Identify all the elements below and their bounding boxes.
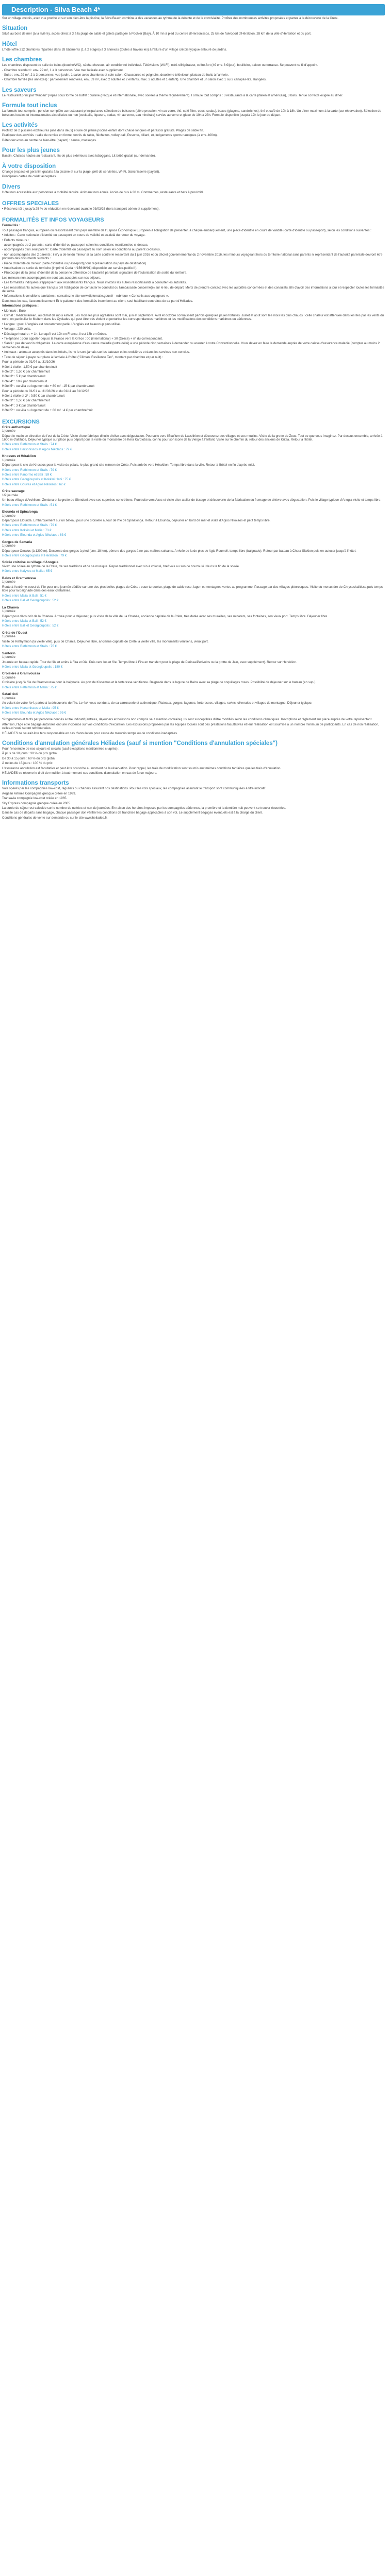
excursion-title: Santorin [2,651,15,655]
info-paragraph: • Animaux : animaux acceptés dans les hôtels, ils ne le sont jamais sur les bateaux et les croisières et dans les services non conclus. [2,350,190,354]
excursion-duration: 1 journée [2,458,15,462]
section-text: Principales cartes de crédit acceptées. [2,175,57,179]
intro-text: Sur un village crétois, avec vue proche et sur son bien-être la piscine, la Silva Beach combine à des vacances au rythme de la détente et de la convivialité. Profitez des nombreuses activités proposées et partez à la découverte de la Crète. [2,16,339,20]
conditions-text [2,747,385,775]
excursion-price: Hôtels entre Rethimnon et Stalis : 74 € [2,443,57,447]
section-text: Change (espace et geranim gratuits à la piscine et sur la plage, prêt de serviettes, Wi-Fi, blanchisserie (payant). [2,170,160,174]
excursion-price: Hôtels entre Hersonissos et Agios Nikolaos : 79 € [2,447,72,451]
section-text: - Chambre standard : env. 22 m², 1 à 3 personnes. Vue mer latérale avec supplément. [2,68,124,72]
section-text: Profitez de 2 piscines extérieures (une dans deux) et une de pleine piscine enfant dont chaise longues et parasols gratuits. Plages de sable fin. [2,129,204,133]
info-paragraph: Hôtel 4* : 3 € par chambre/nuit [2,403,45,408]
excursion-description: Départ pour le site de Knossos pour la visite du palais, le plus grand site minoen de Crète. Puis arrivée vers Héraklion. Temps libre dans la ville. Retour à l'hôtel en fin d'après-midi. [2,463,255,467]
excursion-title: Crète de l'Ouest [2,631,27,635]
info-paragraph: Hôtel 5* : ou villa ou logement de + 80 m² : 4 € par chambre/nuit [2,409,93,413]
excursion-price: Hôtels entre Elounda et Agios Nikolaos : 95 € [2,710,67,715]
section-text: Détendez-vous au centre de bien-être (payant) : sauna, massages. [2,138,97,142]
excursion [2,672,385,689]
conditions-paragraph: L'assurance annulation est facultative et peut être souscrite au moment de la réservation. Pour rappel, les frais de modification sont soumis aux mêmes conditions tarifaires que les frais d'annulation. [2,766,282,770]
section-heading: Formule tout inclus [2,103,57,109]
formalites-paragraph: • Informations & conditions sanitaires : consultez le site www.diplomatie.gouv.fr - rubrique « Conseils aux voyageurs ». [2,294,169,298]
excursion-title: Knossos et Héraklion [2,454,36,459]
section-text: Le restaurant principal "Minoan" (repas sous forme de buffet : cuisine grecque et internationale, avec soirées à thème régulièrement). Formule tout compris : 3 restaurants à la carte (italien et américain), 3 bars. Tenue correcte exigée au dîner. [2,93,344,97]
section-text: - Chambre famille (les annexes) : partiellement rénovées, env. 39 m², avec 2 adultes et 2 enfants, max. 3 adultes et 1 enfant). Une chambre et un salon avec 1 ou 2 canapés-lits. Rangées. [2,78,267,82]
excursion-price: Hôtels entre Bali et Georgioupolis : 52 € [2,599,59,603]
excursion [2,454,385,486]
excursion-duration: 1 journée [2,696,15,700]
formalites-paragraph: - accompagnés d'un seul parent : Carte d'identité ou passeport au nom selon les conditions au parent ci-dessus, [2,248,161,252]
excursion-price: Hôtels entre Rethimnon et Stalis : 79 € [2,468,57,472]
excursion-description: Départ pour découvrir de la Chanea. Arrivée pour le déjeuner, puis visite de la ville de La Chanée, ancienne capitale de la Crète, très datée avec ses murailles, ses minarets, ses fontaines, son vieux port. Temps libre. Déjeuner libre. [2,614,329,618]
excursion-description: Départ le matin en direction de l'est de la Crète. Visite d'une fabrique d'huile d'olive avec dégustation. Poursuite vers l'Ecufium de Lassithion et découvrez des villages et ses moulins. Visite de la grotte de Zeus. Tout ce que vous imaginez. Par dessus ensemble, arrivée à 1600 m d'altitude, Déjeuner typique sur place puis départ pour la visite du monastère de Kera Kardiotissa, connu pour son icone de la Vierge à l'enfant. Visite sur le chemin du retour des anciens de Kritsa. Retour à l'hôtel. [2,434,383,442]
transport-paragraph: Transavia compagnie low-cost créée en 1965. [2,796,68,801]
excursion-duration: 1 journée [2,544,15,548]
excursion-duration: 1/2 journée [2,493,18,497]
excursion-price: Hôtels entre Georgioupolis et Heraklion : 79 € [2,554,67,558]
section-heading: Les saveurs [2,87,37,93]
excursion-title: Safari 4x4 [2,692,18,697]
info-paragraph: Hôtel 3* : 5 € par chambre/nuit [2,375,45,379]
infos-subheading: Informations pratiques : [2,304,39,308]
section-heading: Les activités [2,122,38,129]
excursion-duration: 1 journée [2,675,15,680]
info-paragraph: • Voltage : 220 volts. [2,327,31,331]
section-text: Situé au bord de mer (à la rivière), accès direct à 3 à la plage de sable et galets partagée à Pochler (Bay). À 10 mn à pied du centre d'Hersonissos, 25 km de l'aéroport d'Héraklion, 28 km de la ville d'Héraklion et du port. [2,32,312,36]
excursion-price: Hôtels entre Hersonissos et Malia : 95 € [2,706,59,710]
info-paragraph: Hôtel 4* : 10 € par chambre/nuit [2,379,47,383]
conditions-paragraph: À moins de 15 jours : 100 % du prix [2,761,53,766]
excursion-price: Hôtels entre Panormo et Bali : 59 € [2,473,52,477]
sections [2,25,385,194]
excursion-price: Hôtels entre Gouves et Agios Nikolaos : 62 € [2,482,66,486]
section-text: Pratiquez des activités : salle de remise en forme, tennis de table, fléchettes, volley-ball, Pesonte, billard, et, ludgaments sports nautiques (à env. 400m). [2,133,218,138]
excursions-heading: EXCURSIONS [2,418,40,425]
excursion-price: Hôtels entre Rethimnon et Malia : 75 € [2,685,57,689]
section-text: Bassin. Chaises hautes au restaurant, lits de plus extérieurs avec toboggans. Lit bébé gratuit (sur demande). [2,154,156,158]
excursion-description: Croisière jusqu'à l'île de Gramvoussa pour la baignade. Au port de Kissamos et la forteresse vénitienne. Baignade dans la lagune de Balos avec sa plage de coquillages roses. Possibilité de déjeuner sur le bateau (en sup.). [2,681,317,685]
formalites-paragraph: • Photocopie de la pièce d'identité de la personne détentrice de l'autorité parentale signataire de l'autorisation de sortie du territoire. [2,271,187,275]
excursion-description: Au volant de votre 4x4, partez à la découverte de l'île. Le 4x4 vous conduira, de sa carrosserie et authentique. Plateaux, gorges, lagunes, forteresses, villages, ravins, oliveraies et villages de montagne. Déjeuner typique. [2,701,313,705]
formalites-heading: FORMALITÉS ET INFOS VOYAGEURS [2,217,104,224]
info-paragraph: Hôtel 2* : 1,50 € par chambre/nuit [2,369,50,374]
program-paragraph: HÉLIADES ne saurait être tenu responsable en cas d'annulation pour cause de mauvais temps ou de conditions inadaptées. [2,731,178,735]
section-heading: Les chambres [2,57,42,63]
excursion-title: La Chanea [2,605,19,609]
excursion-title: Crète sauvage [2,489,25,494]
transport-text [2,787,385,820]
formalites-paragraph: - non accompagnés des 2 parents : il n'y a de loi du mineur si sa carte contre le ressortant du 1 juin 2016 et du décret gouvernemental du 2 novembre 2016, les mineurs voyageant hors du territoire national sans parents ni représentant de l'autorité parentale devront être porteurs des documents suivants : [2,252,383,261]
program-paragraph: Attention, l'âge et le bagage autorisés ont une incidence sur vos conditions d'excursion. Les excursions proposées par les équipes locales sont des prestations facultatives et leur réalisation est soumise à un nombre minimum de participants. En cas de non réalisation, celles-ci vous seront remboursées. [2,722,379,731]
excursion-price: Hôtels entre Elounda et Agios Nikolaos : 63 € [2,533,67,537]
excursion-title: Balos et Gramvoussa [2,576,36,580]
excursion [2,652,385,669]
excursion-description: Départ pour Elounda. Embarquement sur un bateau pour une croisière autour de l'île de Spinalonga. Retour à Elounda, déjeuner en bord de mer et visite d'Agios Nikolaos et petit temps libre. [2,519,271,523]
excursion-duration: 1 journée [2,655,15,659]
formalites-paragraph: Dans tous les cas, l'accomplissement Et le paiement des formalités incombent au client, seul habilitant contraints de sa part d'Héliades. [2,299,193,303]
formalites-paragraph: • Enfants mineurs : [2,238,29,242]
info-paragraph: Hôtel 1 étoile et 2* : 0,50 € par chambre/nuit [2,394,65,398]
info-paragraph: • Décalage horaire : + 1h. Lorsqu'il est 12h en France, il est 13h en Grèce. [2,332,107,336]
info-paragraph: • Taxe de séjour à payer sur place à l'arrivée à l'hôtel ("Climate Resilience Tax", montant par chambre et par nuit) : [2,355,164,359]
excursion-price: Hôtels entre Malia et Georgioupolis : 180 € [2,665,63,669]
infos-text [2,309,385,413]
formalites-subheading: Formalités : [2,224,21,228]
excursion-price: Hôtels entre Georgioupolis et Kokkini Hani : 75 € [2,478,71,482]
excursion-description: Visite de Rethymnon (la vieille ville), puis de Chania. Déjeuner libre, ancienne capitale de Crète la vieille ville, les monuments vénitiens, vieux port. [2,639,209,643]
excursion-price: Hôtels entre Malia et Bali : 52 € [2,619,46,623]
conditions-paragraph: De 30 à 15 jours : 60 % du prix global [2,756,56,760]
excursion [2,631,385,649]
excursion [2,577,385,603]
section-heading: Situation [2,25,28,32]
transport-paragraph: Dans le cas de départs sans bagage, chaque passager doit vérifier les conditions de franchise bagage applicables à son vol. Le supplément bagages éventuels est à la charge du client. [2,811,263,815]
transport-paragraph: Sky Express compagnie grecque créée en 2005. [2,801,71,805]
section-text: - Suite : env. 29 m², 2 à 3 personnes, vue jardin, 1 salon avec chambres et coin salon, Chaussures et peignoirs, deuxième téléviseur, plateau de fruits à l'arrivée. [2,73,229,77]
section-text: La formule tout compris : pension complète au restaurant principal avec sélection de boissons (bière pression, vin au verre, thé, café filtre, eaux, sodas), boxes (glaçons, sandwiches), thé et café de 10h à 18h. Un dîner maximum à la carte (sur réservation). Sélection de boissons locales et internationales alcoolisées ou non (cocktails, liqueurs, sodas, vin au verre, eau minérale) servies au verre et glace de 10h à 23h. Formule disponible jusqu'à 12h le jour du départ. [2,109,381,117]
formalites-paragraph: Tout passager français, européen ou ressortissant d'un pays membre de l'Espace Économique Européen à l'obligation de présenter, à chaque embarquement, une pièce d'identité en cours de validité (carte d'identité ou passeport), selon les conditions suivantes : [2,228,371,232]
excursion-price: Hôtels entre Kalyves et Malia : 65 € [2,569,53,573]
transport-paragraph: Vols opérés par les compagnies low-cost, réguliers ou charters assurant nos destinations. Pour les vols spéciaux, les compagnies assurant le transport sont communiquées à titre indicatif. [2,787,267,791]
excursion-duration: 1 journée [2,580,15,584]
excursion [2,426,385,452]
section-heading: Pour les plus jeunes [2,147,60,154]
transport-paragraph: La durée du séjour est calculée sur le nombre de nuitées et non de journées. En raison des horaires imposés par les compagnies aériennes, la première et la dernière nuit peuvent se trouver écourtées. [2,806,286,810]
offres-heading: OFFRES SPECIALES [2,200,59,207]
page-title: Description - Silva Beach 4* [2,4,385,15]
excursion-price: Hôtels entre Rethimnon et Stalis : 51 € [2,503,57,507]
content [0,15,391,820]
excursion [2,606,385,628]
section-heading: Hôtel [2,41,17,47]
info-paragraph: Pour la période du 01/04 au 31/10/26 [2,360,55,364]
excursion-title: Soirée crétoise au village d'Anogeia [2,561,59,565]
offres-list [2,207,385,211]
offer-item: • Réservez tôt : jusqu'à 25 % de réduction en réservant avant le 03/03/26 (hors transport aérien et supplément). [2,207,160,211]
excursion-price: Hôtels entre Rethimnon et Stalis : 79 € [2,523,57,528]
formalites-text [2,229,385,303]
conditions-paragraph: HÉLIADES se réserve le droit de modifier à tout moment ses conditions d'annulation en cas de force majeure. [2,771,157,775]
section-text: Hôtel non accessible aux personnes à mobilité réduite. Animaux non admis. Accès de bus à 30 m. Commerces, restaurants et bars à proximité. [2,190,205,194]
excursion [2,489,385,507]
info-paragraph: • Santé : pas de vaccin obligatoire. La carte européenne d'assurance maladie (votre délai) a une période cinq semaines à demander ou assurer à votre Conventionnelle. Vous devez en faire la demande auprès de votre caisse d'assurance maladie (compter au moins 2 semaines de délai). [2,342,380,349]
section-heading: À votre disposition [2,163,56,170]
transport-paragraph: Aegean Airlines Compagnie grecque créée en 1999. [2,791,76,795]
formalites-paragraph: • Les ressortissants autres que français ont l'obligation de contacter le consulat ou l'ambassade concerné(e) sur le lieu de départ. Merci de prendre contact avec les autorités concernées et des consulats afin d'avoir des informations à jour et respecter toutes les formalités de sortie. [2,285,384,293]
excursion [2,510,385,537]
formalites-paragraph: • Les formalités indiquées s'appliquent aux ressortissants français. Nous invitons les autres ressortissants à consulter les autorités. [2,281,187,285]
excursion-duration: 1 journée [2,514,15,518]
excursion-duration: 1 journée [2,429,15,433]
excursion-description: Journée en bateau rapide. Tour de l'île et arrêts à Fira et Oia. Puis vers Ios et l'île. Temps libre à Fira en transfert pour la plage de Perissa/Perivolos ou la grotte de Jain, avec supplément). Retour sur Héraklion. [2,660,297,664]
excursion-price: Hôtels entre Malia et Bali : 51 € [2,594,46,598]
program-text [2,723,385,735]
info-paragraph: Hôtel 3* : 1,50 € par chambre/nuit [2,399,50,403]
excursion-title: Croisière à Gramvoussa [2,672,40,676]
excursion-duration: 1 journée [2,635,15,639]
excursion-title: Crète authentique [2,425,30,429]
formalites-paragraph: • Adultes : Carte nationale d'identité ou passeport en cours de validité et au-delà du retour du voyage. [2,233,145,238]
conditions-heading: Conditions d'annulation générales Héliades (sauf si mention "Conditions d'annulation spéciales") [2,740,278,747]
excursion [2,561,385,573]
formalites-paragraph: - accompagnés de 2 parents : carte d'identité ou passeport selon les conditions mentionnées ci-dessus, [2,243,149,247]
excursion-description: Route à l'extrême-ouest de l'île pour une journée dédiée sur une des plus belles plages de Crète : eaux turquoise, plage de sable rose, lagon et montagnes vertes au programme. Passage par des villages pittoresques. Visite du monastère de Chrysoskalitissa puis temps libre pour la baignade dans des eaux cristallines. [2,585,383,593]
transport-heading: Informations transports [2,780,69,787]
info-paragraph: • Téléphone : pour appeler depuis la France vers la Grèce : 00 (international) + 30 (Grèce) + n° du correspondant. [2,337,163,341]
formalites-paragraph: • Pièce d'identité du mineur (carte d'identité ou passeport) pour représentation du pays de destination). [2,261,148,265]
program-note: *Programmes et tarifs par personne donnés à titre indicatif (entrées, déjeuners et boissons non compris sauf mention contraire). Ils sont susceptibles d'être modifiés selon les conditions climatiques. Inscriptions et règlement sur place auprès de votre représentant. [2,718,372,722]
excursion-price: Hôtels entre Kokkini et Malia : 73 € [2,528,52,532]
excursion [2,692,385,715]
info-paragraph: Hôtel 5* : ou villa ou logement de + 80 m² : 15 € par chambre/nuit [2,384,95,388]
excursion-price: Hôtels entre Rethimnon et Stalis : 75 € [2,645,57,649]
info-paragraph: • Climat : méditerranéen, au climat de mois estival. Les mois les plus agréables sont mai, juin et septembre. Avril et octobre connaissent parfois quelques pluies fortuites. Juillet et août sont les mois les plus chauds : celle chaleur est atténuée dans les îles par les vents du nord, en particulier le Meltem dans les Cyclades qui peut être très violent et perturber les correspondances maritimes et les modifications des conditions maritimes ou aériennes. [2,314,384,321]
info-paragraph: • Monnaie : Euro [2,309,26,313]
formalites-paragraph: Les mineurs non accompagnés ne sont pas acceptés sur nos séjours. [2,276,101,280]
excursion-description: Départ pour Omalos (à 1200 m). Descente des gorges à pied (env. 18 km), pérrure des gorges à ne pas maîtres suivants. Arrivée de la de plus de Agia Roumeli, temps libre (baignade). Retour par bateau à Chora Sfakion puis en autocar jusqu'à l'hôtel. [2,549,356,553]
section-text: L'hôtel offre 212 chambres réparties dans 28 bâtiments (1 à 2 étages) à 3 annexes (toutes à travers les) à l'allure d'un village crétois typique entouré de jardins. [2,47,227,52]
conditions-paragraph: Pour l'ensemble de nos séjours et circuits (sauf exceptions mentionnées ci-après) : [2,747,120,751]
info-paragraph: Hôtel 1 étoile : 1,50 € par chambre/nuit [2,365,57,369]
conditions-paragraph: À plus de 30 jours : 30 % du prix global [2,752,58,756]
excursion [2,540,385,558]
excursion-duration: 1 journée [2,609,15,614]
excursion-price: Hôtels entre Bali et Georgioupolis : 52 € [2,624,59,628]
transport-paragraph: Conditions générales de vente sur demande ou sur le site www.heliades.fr. [2,816,108,820]
excursion-description: Vivez une soirée au rythme de la Crète, de ses traditions et de sa musique. Repas traditionnel avec vin à volonté, bref vois au son de bouzouki. Ne ris la fin de la soirée. [2,565,240,569]
excursion-title: Elounda et Spinalonga [2,510,38,514]
excursion-title: Gorges de Samaria [2,540,32,544]
excursions-list [2,426,385,715]
excursion-description: Un beau village d'Archilons. Zoniana et la grotte de Sfendoni avec ses superbes concrétions. Poursuite vers Axos et visite d'un atelier de tissage et découverte de la fabrication du fromage de chèvre avec dégustation. Puis le village typique d'Anogia visite et temps libre. [2,498,382,502]
info-paragraph: • Langue : grec. L'anglais est couramment parlé. L'anglais est beaucoup plus utilisé. [2,322,121,326]
info-paragraph: Pour la période du 01/01 au 31/03/26 et du 01/11 au 31/12/26 [2,389,89,393]
section-heading: Divers [2,183,21,190]
section-text: Les chambres disposent de salle de bains (douche/WC), sèche-cheveux, air conditionné individuel. Télévisions (Wi-Fi), mini-réfrigérateur, coffre-fort (4€ env. 3 €/jour), bouilloire, balcon ou terrasse. Se peuvent ne fil d'appoint. [2,63,318,67]
formalites-paragraph: • Autorisation de sortie de territoire (imprimé Cerfa n°15646*01) disponible sur service-public.fr). [2,266,138,270]
